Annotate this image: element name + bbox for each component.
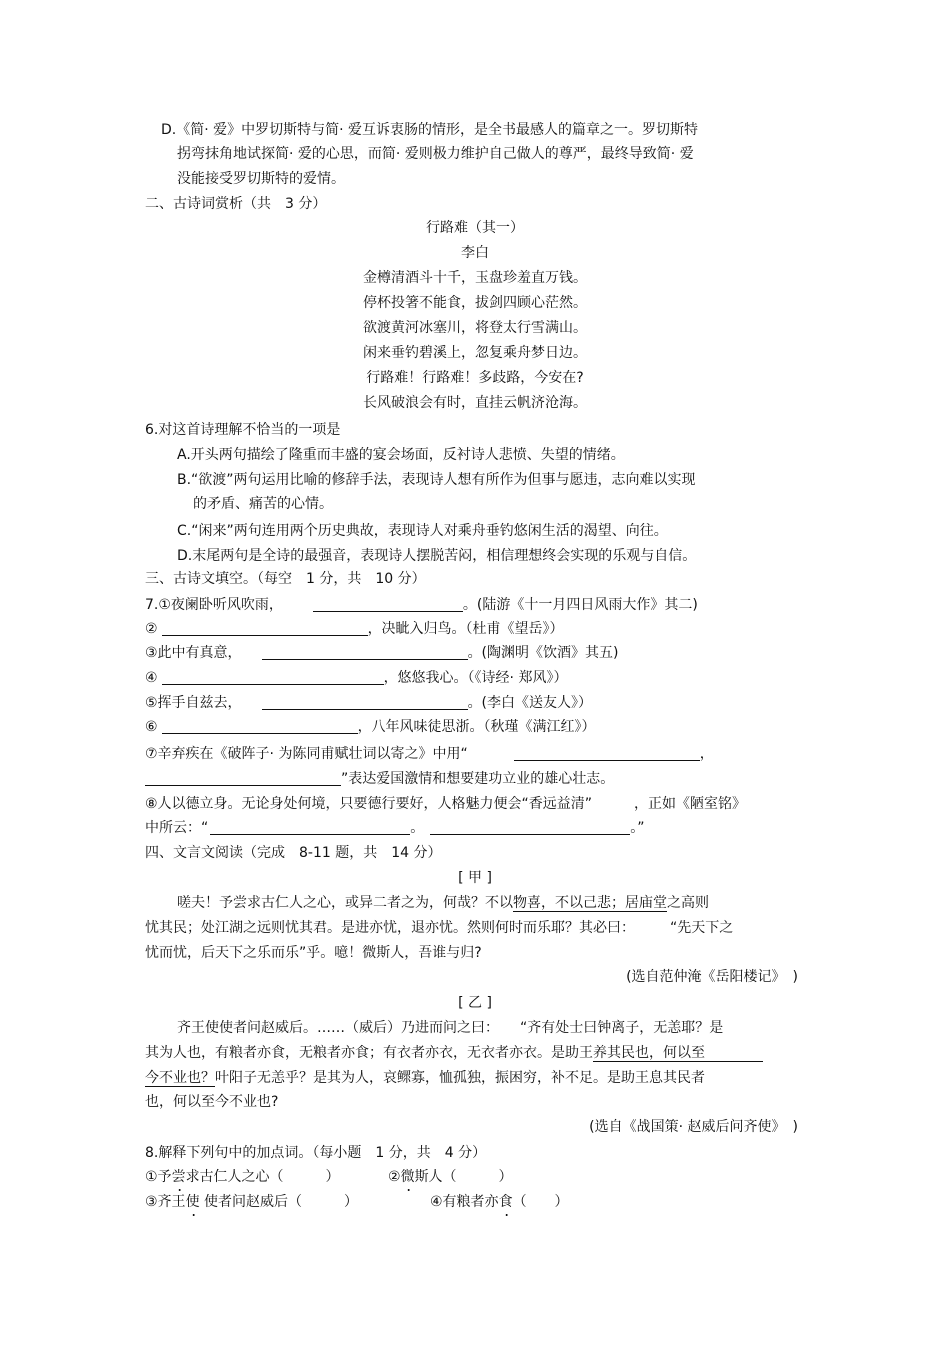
underlined-sentence: 今不业也？: [145, 1070, 215, 1086]
q8-item-text: 使者问赵威后（ ）: [199, 1194, 359, 1210]
answer-blank[interactable]: [162, 670, 384, 685]
q7-item3-text: ③此中有真意，: [145, 645, 242, 661]
q7-item4-source: ，悠悠我心。（《诗经· 郑风》）: [383, 670, 568, 686]
q7-item8-line1: ⑧人以德立身。无论身处何境，只要德行要好，人格魅力便会“香远益清” ，正如《陋室铭》: [145, 796, 747, 812]
q5-option-d-line1: D.《简· 爱》中罗切斯特与简· 爱互诉衷肠的情形，是全书最感人的篇章之一。罗切斯特: [161, 122, 699, 138]
q8-item-text: 求古仁人之心（ ）: [185, 1169, 340, 1185]
q8-item-text: ①予: [145, 1169, 172, 1185]
q7-item2: [145, 619, 564, 639]
poem-title: 行路难（其一）: [426, 220, 524, 236]
passage-yi-source: (选自《战国策· 赵威后问齐使》 ): [589, 1119, 798, 1135]
passage-yi-label: [ 乙 ]: [458, 995, 492, 1011]
poem-line: 停杯投箸不能食，拔剑四顾心茫然。: [363, 295, 587, 311]
q7-item8-mid: 。: [410, 820, 425, 836]
q8-item3: [145, 1192, 358, 1212]
q7-item3-source: 。(陶渊明《饮酒》其五): [467, 645, 619, 661]
answer-blank[interactable]: [210, 820, 410, 835]
answer-blank[interactable]: [162, 621, 368, 636]
answer-blank[interactable]: [162, 719, 358, 734]
q5-option-d-line2: 拐弯抹角地试探简· 爱的心思，而简· 爱则极力维护自己做人的尊严，最终导致简· 爱: [177, 146, 694, 162]
passage-jia-line1: [177, 893, 709, 913]
q6-option-b-line1: B.“欲渡”两句运用比喻的修辞手法，表现诗人想有所作为但事与愿违，志向难以实现: [177, 472, 696, 488]
dotted-word: 使: [185, 1194, 200, 1210]
q7-item2-source: ，决眦入归鸟。（杜甫《望岳》）: [367, 621, 564, 637]
passage-yi-line3: [145, 1068, 705, 1088]
q7-item5: [145, 693, 592, 713]
q6-option-a: A.开头两句描绘了隆重而丰盛的宴会场面，反衬诗人悲愤、失望的情绪。: [177, 447, 625, 463]
q7-item7-tail: ”表达爱国激情和想要建功立业的雄心壮志。: [341, 771, 615, 787]
q7-item7-line2: [145, 769, 614, 789]
q7-item4-text: ④: [145, 670, 158, 686]
q8-item4: [430, 1192, 569, 1212]
q6-option-c: C.“闲来”两句连用两个历史典故，表现诗人对乘舟垂钓悠闲生活的渴望、向往。: [177, 523, 668, 539]
passage-yi-line1: 齐王使使者问赵威后。……（威后）乃进而问之曰： “齐有处士曰钟离子，无恙耶？是: [177, 1020, 724, 1036]
q7-item1-source: 。(陆游《十一月四日风雨大作》其二): [462, 597, 698, 613]
underlined-sentence: 物喜，不以己悲；居庙堂: [513, 895, 667, 911]
poem-author: 李白: [461, 245, 489, 261]
poem-line: 闲来垂钓碧溪上，忽复乘舟梦日边。: [363, 345, 587, 361]
q8-item1: [145, 1167, 340, 1187]
passage-jia-line2: 忧其民；处江湖之远则忧其君。是进亦忧，退亦忧。然则何时而乐耶？其必曰： “先天下之: [145, 920, 734, 936]
q6-option-b-line2: 的矛盾、痛苦的心情。: [193, 496, 333, 512]
q7-item3: [145, 643, 619, 663]
poem-line: 长风破浪会有时，直挂云帆济沧海。: [363, 395, 587, 411]
q6-stem: 6.对这首诗理解不恰当的一项是: [145, 422, 341, 438]
section3-heading: 三、古诗文填空。（每空 1 分，共 10 分）: [145, 571, 426, 587]
dotted-word: 食: [498, 1194, 513, 1210]
q7-item8-line2: [145, 818, 645, 838]
q7-item6: [145, 717, 596, 737]
dotted-word: 尝: [171, 1169, 186, 1185]
q7-item7-line1: [145, 744, 714, 764]
passage-yi-line4: 也，何以至今不业也?: [145, 1094, 279, 1110]
q7-item4: [145, 668, 567, 688]
q7-item2-text: ②: [145, 621, 158, 637]
q7-item5-source: 。(李白《送友人》）: [467, 695, 593, 711]
answer-blank[interactable]: [262, 645, 468, 660]
q8-item2: [388, 1167, 513, 1187]
section4-heading: 四、文言文阅读（完成 8-11 题，共 14 分）: [145, 845, 442, 861]
q7-item5-text: ⑤挥手自兹去，: [145, 695, 242, 711]
q8-item-text: ③齐王: [145, 1194, 186, 1210]
passage-text: 其为人也，有粮者亦食，无粮者亦食；有衣者亦衣，无衣者亦衣。是助王: [145, 1045, 593, 1061]
passage-text: 之高则: [667, 895, 709, 911]
q7-item1: [145, 595, 698, 615]
passage-jia-source: (选自范仲淹《岳阳楼记》 ): [626, 969, 798, 985]
answer-blank[interactable]: [262, 695, 468, 710]
q7-item1-text: 7.①夜阑卧听风吹雨，: [145, 597, 283, 613]
q8-item-text: ④有粮者亦: [430, 1194, 499, 1210]
answer-blank[interactable]: [145, 771, 341, 786]
q7-item6-text: ⑥: [145, 719, 158, 735]
q8-item-text: ②: [388, 1169, 401, 1185]
q7-item6-source: ，八年风味徒思浙。（秋瑾《满江红》）: [357, 719, 596, 735]
section2-heading: 二、古诗词赏析（共 3 分）: [145, 196, 327, 212]
passage-yi-line2: [145, 1043, 763, 1063]
q8-item-text: 斯人（ ）: [414, 1169, 513, 1185]
answer-blank[interactable]: [430, 820, 630, 835]
poem-line: 欲渡黄河冰塞川，将登太行雪满山。: [363, 320, 587, 336]
answer-blank[interactable]: [313, 597, 463, 612]
underlined-sentence: 养其民也，何以至: [593, 1045, 763, 1062]
passage-text: 叶阳子无恙乎？是其为人，哀鳏寡，恤孤独，振困穷，补不足。是助王息其民者: [215, 1070, 705, 1086]
q7-item8-tail: 。”: [630, 820, 645, 836]
poem-line: 行路难！行路难！多歧路，今安在?: [366, 370, 584, 386]
dotted-word: 微: [400, 1169, 415, 1185]
poem-line: 金樽清酒斗十千，玉盘珍羞直万钱。: [363, 270, 587, 286]
passage-jia-line3: 忧而忧，后天下之乐而乐”乎。噫！微斯人，吾谁与归?: [145, 945, 482, 961]
q6-option-d: D.末尾两句是全诗的最强音，表现诗人摆脱苦闷，相信理想终会实现的乐观与自信。: [177, 548, 697, 564]
answer-blank[interactable]: [514, 746, 700, 761]
q8-stem: 8.解释下列句中的加点词。（每小题 1 分，共 4 分）: [145, 1145, 487, 1161]
q7-item7-text: ⑦辛弃疾在《破阵子· 为陈同甫赋壮词以寄之》中用“: [145, 746, 468, 762]
q7-item8-text: 中所云：“: [145, 820, 209, 836]
passage-jia-label: [ 甲 ]: [458, 870, 492, 886]
q7-item7-comma: ，: [699, 746, 714, 762]
passage-text: 嗟夫！予尝求古仁人之心，或异二者之为，何哉？不以: [177, 895, 513, 911]
q8-item-text: （ ）: [512, 1194, 569, 1210]
q5-option-d-line3: 没能接受罗切斯特的爱情。: [177, 171, 345, 187]
